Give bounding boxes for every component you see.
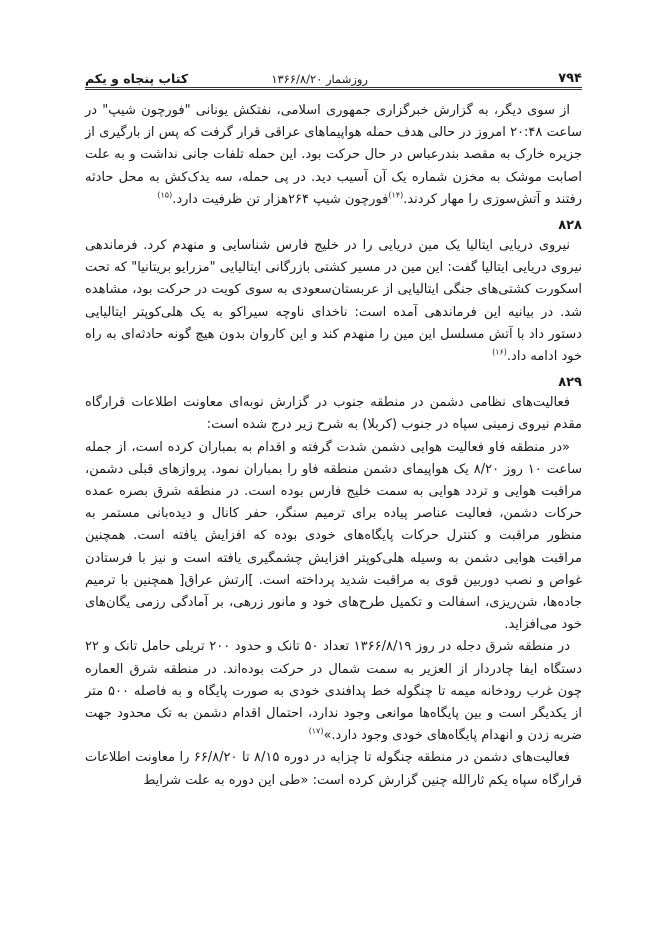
page-number: ۷۹۴ <box>558 71 582 86</box>
paragraph: فعالیت‌های دشمن در منطقه چنگوله تا چزابه در دوره ۸/۱۵ تا ۶۶/۸/۲۰ را معاونت اطلاعات قرارگاه سپاه یکم ثارالله چنین گزارش کرده است: «طی این دوره به علت شرایط <box>85 750 582 788</box>
book-title: کتاب پنجاه و یکم <box>85 71 189 86</box>
footnote-ref: (۱۷) <box>308 726 324 736</box>
body-text <box>85 100 582 792</box>
book-page <box>85 62 582 792</box>
running-header <box>85 62 582 90</box>
paragraph: نیروی دریایی ایتالیا یک مین دریایی را در خلیج فارس شناسایی و منهدم کرد. فرماندهی نیروی دریایی ایتالیا گفت: این مین در مسیر کشتی بازرگانی ایتالیایی "مزرایو بریتانیا" که تحت اسکورت کشتی‌های جنگی ایتالیایی از عربستان‌سعودی به سوی کویت در حرکت بود، مشاهده شد. در بیانیه این فرماندهی آمده است: ناخدای ناوچه سیراکو به یک هلی‌کوپتر ایتالیایی دستور داد با آتش مسلسل این مین را منهدم کند و این کاروان بدون هیچ گونه حادثه‌ای به راه خود ادامه داد.$^{(۱۶)}$ <box>85 238 582 365</box>
section-number: ۸۲۹ <box>558 375 582 391</box>
footnote-ref: (۱۶) <box>492 347 507 357</box>
footnote-ref: (۱۵) <box>157 190 173 200</box>
paragraph: از سوی دیگر، به گزارش خبرگزاری جمهوری اسلامی، نفتکش یونانی "فورچون شیپ" در ساعت ۲۰:۴۸ امروز در حالی هدف حمله هواپیماهای عراقی قرار گرفت که پس از بارگیری از جزیره خارک به مقصد بندرعباس در حال حرکت بود. این حمله تلفات جانی نداشت و به علت اصابت موشک به مخزن شماره یک آن آسیب دید. در پی حمله، سه یدک‌کش به محل حادثه رفتند و آتش‌سوزی را مهار کردند.$^{(۱۴)}$فورچون شیپ ۲۶۴هزار تن ظرفیت دارد.$^{(۱۵)}$ <box>85 103 582 207</box>
paragraph: در منطقه شرق دجله در روز ۱۳۶۶/۸/۱۹ تعداد ۵۰ تانک و حدود ۲۰۰ تریلی حامل تانک و ۲۲ دستگاه ایفا چادردار از العزیر به سمت شمال در حرکت بوده‌اند. در منطقه شرق العماره چون غرب رودخانه میمه تا چنگوله خط پدافندی خودی به صورت پایگاه و به فاصله ۵۰۰ متر از یکدیگر است و بین پایگاه‌ها موانعی وجود ندارد، احتمال اقدام دشمن به تک محدود جهت ضربه زدن و انهدام پایگاه‌های خودی وجود دارد.»$^{(۱۷)}$ <box>85 639 582 744</box>
paragraph: «در منطقه فاو فعالیت هوایی دشمن شدت گرفته و اقدام به بمباران کرده است، از جمله ساعت ۱۰ روز ۸/۲۰ یک هواپیمای دشمن منطقه فاو را بمباران نمود. پروازهای قبلی دشمن، مراقبت هوایی و تردد هوایی به سمت خلیج فارس بوده است. در منطقه شرق بصره عمده حرکات دشمن، فعالیت عناصر پیاده برای ترمیم سنگر، حفر کانال و دیده‌بانی مستمر به منظور مراقبت و کنترل حرکات پایگاه‌های خودی بوده که افزایش یافته است. همچنین مراقبت هوایی دشمن به وسیله هلی‌کوپتر افزایش چشمگیری یافته است و نیز با فرستادن غواص و نصب دوربین قوی به مراقبت شدید پرداخته است. ]ارتش عراق[ همچنین با ترمیم جاده‌ها، شن‌ریزی، اسفالت و تکمیل طرح‌های خود و مانور زرهی، بر آمادگی رزمی یگان‌های خود می‌افزاید. <box>85 439 582 633</box>
section-number: ۸۲۸ <box>558 218 582 234</box>
paragraph: فعالیت‌های نظامی دشمن در منطقه جنوب در گزارش نوبه‌ای معاونت اطلاعات قرارگاه مقدم نیروی زمینی سپاه در جنوب (کربلا) به شرح زیر درج شده است: <box>85 395 582 433</box>
footnote-ref: (۱۴) <box>388 190 404 200</box>
chronology-date: روزشمار ۱۳۶۶/۸/۲۰ <box>267 72 372 86</box>
